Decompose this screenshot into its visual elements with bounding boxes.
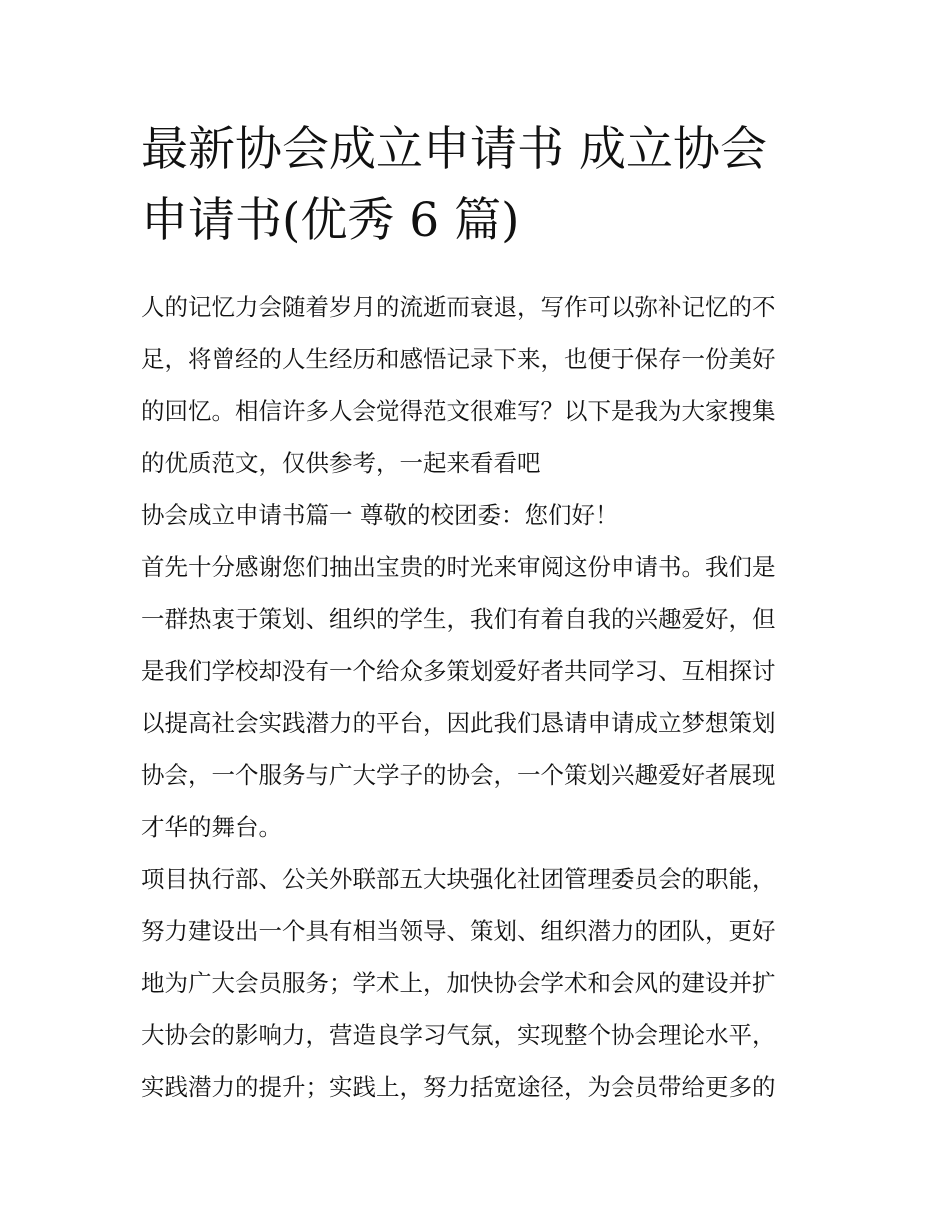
paragraph-line: 的回忆。相信许多人会觉得范文很难写？以下是我为大家搜集	[141, 397, 776, 425]
title-line: 申请书(优秀 6 篇)	[141, 193, 520, 248]
paragraph-line: 项目执行部、公关外联部五大块强化社团管理委员会的职能，	[141, 865, 776, 893]
paragraph-line: 是我们学校却没有一个给众多策划爱好者共同学习、互相探讨	[141, 657, 776, 685]
paragraph-line: 人的记忆力会随着岁月的流逝而衰退，写作可以弥补记忆的不	[141, 293, 776, 321]
paragraph-line: 的优质范文，仅供参考，一起来看看吧	[141, 449, 541, 477]
title-line: 最新协会成立申请书 成立协会	[141, 122, 767, 177]
paragraph-line: 首先十分感谢您们抽出宝贵的时光来审阅这份申请书。我们是	[141, 553, 776, 581]
paragraph-line: 地为广大会员服务；学术上，加快协会学术和会风的建设并扩	[141, 969, 776, 997]
paragraph-line: 以提高社会实践潜力的平台，因此我们恳请申请成立梦想策划	[141, 709, 776, 737]
paragraph-line: 才华的舞台。	[141, 813, 282, 841]
document-body	[141, 281, 821, 1113]
paragraph-line: 足，将曾经的人生经历和感悟记录下来，也便于保存一份美好	[141, 345, 776, 373]
paragraph-line: 一群热衷于策划、组织的学生，我们有着自我的兴趣爱好，但	[141, 605, 776, 633]
paragraph-line: 实践潜力的提升；实践上，努力括宽途径，为会员带给更多的	[141, 1073, 776, 1101]
paragraph-line: 努力建设出一个具有相当领导、策划、组织潜力的团队，更好	[141, 917, 776, 945]
paragraph-line: 协会成立申请书篇一 尊敬的校团委：您们好！	[141, 501, 619, 529]
document-title	[141, 114, 821, 256]
paragraph-line: 大协会的影响力，营造良学习气氛，实现整个协会理论水平，	[141, 1021, 776, 1049]
paragraph-line: 协会，一个服务与广大学子的协会，一个策划兴趣爱好者展现	[141, 761, 776, 789]
